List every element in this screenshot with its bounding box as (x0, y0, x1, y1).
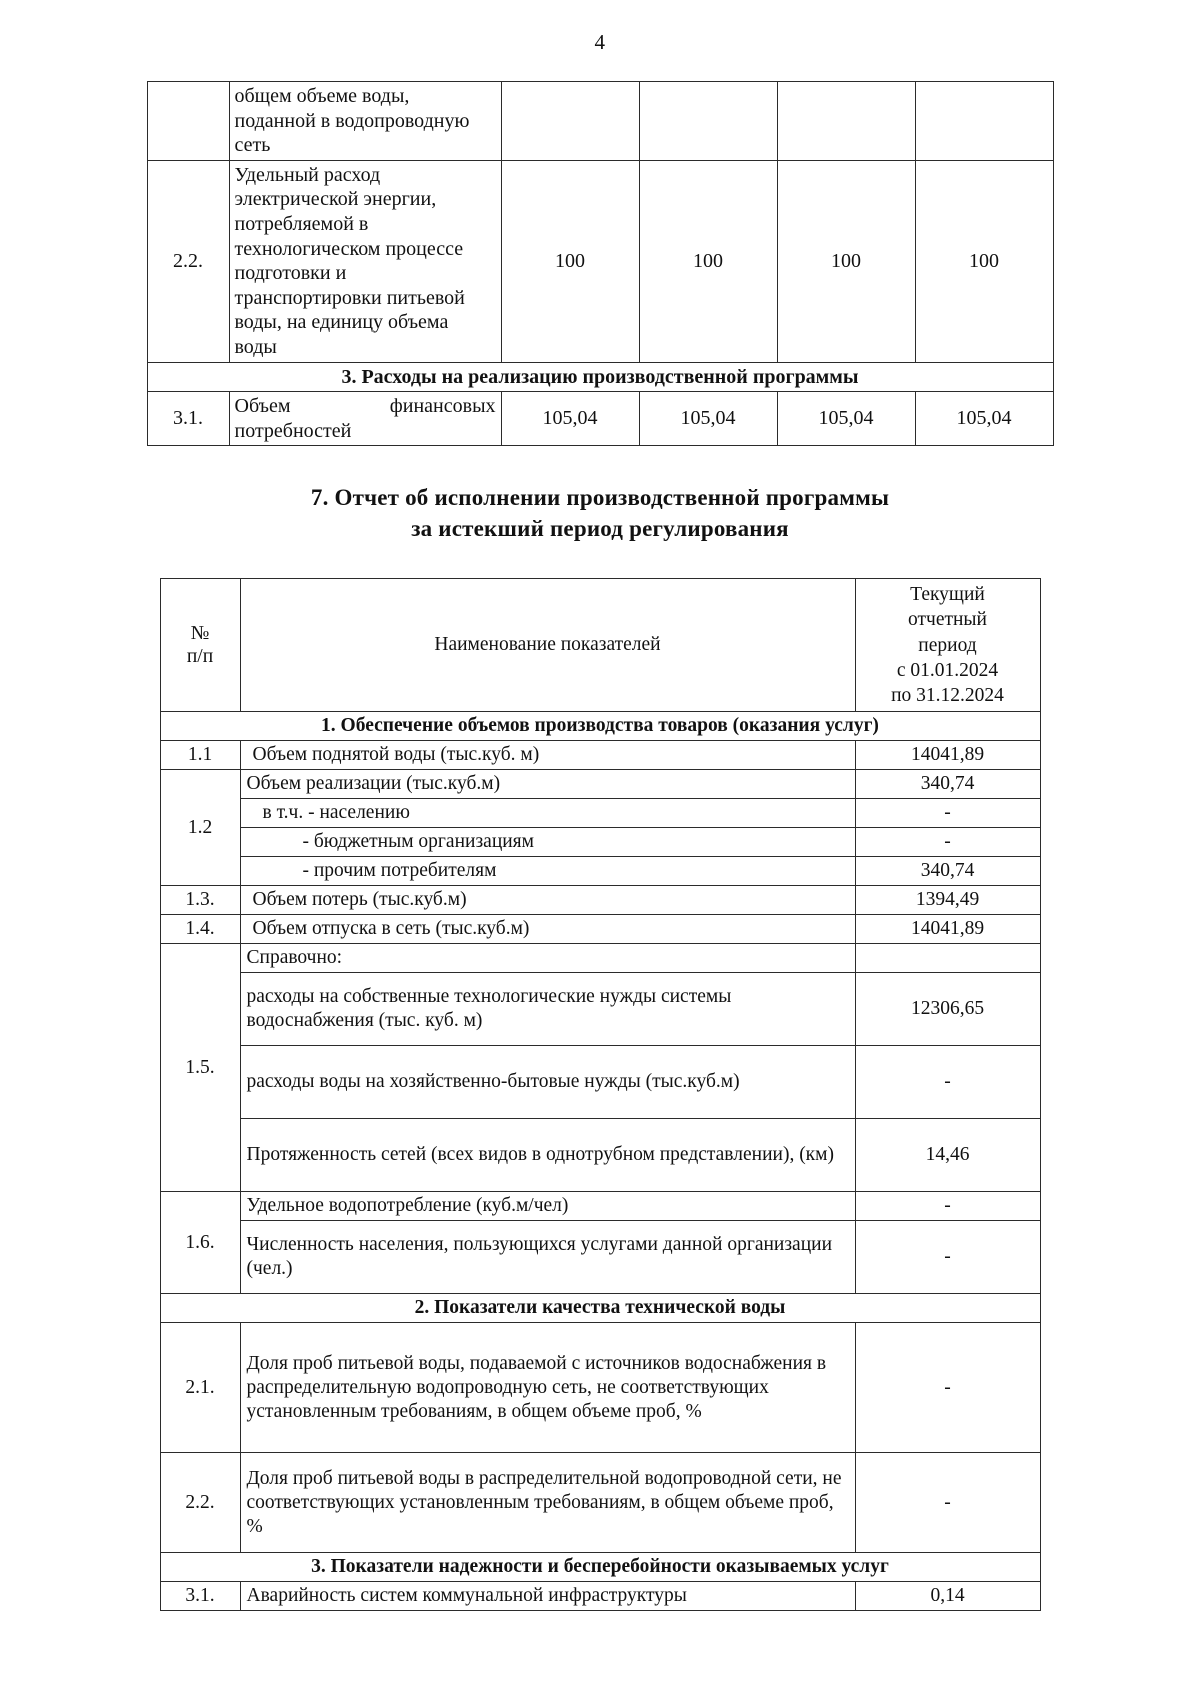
row-value: 105,04 (639, 392, 777, 446)
table-row (160, 973, 1040, 1046)
row-name: Численность населения, пользующихся услугами данной организации (чел.) (240, 1221, 855, 1294)
row-name: в т.ч. - населению (240, 799, 855, 828)
row-index: 1.6. (160, 1192, 240, 1294)
row-index: 1.4. (160, 915, 240, 944)
table-row (160, 1119, 1040, 1192)
period-line-5: по 31.12.2024 (891, 685, 1004, 707)
section-header-row (160, 1553, 1040, 1582)
section-header-row (160, 712, 1040, 741)
row-name: общем объеме воды, поданной в водопроводную сеть (229, 82, 501, 161)
row-value: 105,04 (777, 392, 915, 446)
row-name: Справочно: (240, 944, 855, 973)
row-name: Доля проб питьевой воды в распределительной водопроводной сети, не соответствующих установленным требованиям, в общем объеме проб, % (240, 1453, 855, 1553)
row-name: Объем отпуска в сеть (тыс.куб.м) (240, 915, 855, 944)
table-row (160, 1192, 1040, 1221)
table-row (160, 944, 1040, 973)
row-name: Удельное водопотребление (куб.м/чел) (240, 1192, 855, 1221)
row-name-line2: потребностей (234, 419, 352, 442)
row-value: 105,04 (501, 392, 639, 446)
table-row (147, 82, 1053, 161)
table-row (160, 1323, 1040, 1453)
row-name: - бюджетным организациям (240, 828, 855, 857)
section-title: 2. Показатели качества технической воды (160, 1294, 1040, 1323)
row-name-part2: финансовых (389, 395, 496, 418)
row-name: расходы воды на хозяйственно-бытовые нужды (тыс.куб.м) (240, 1046, 855, 1119)
section-title: 3. Расходы на реализацию производственной программы (147, 362, 1053, 392)
row-value: 14041,89 (855, 741, 1040, 770)
row-value (855, 944, 1040, 973)
heading-line-2: за истекший период регулирования (411, 516, 789, 542)
row-value: - (855, 1453, 1040, 1553)
row-name: Объем потерь (тыс.куб.м) (240, 886, 855, 915)
section-title: 1. Обеспечение объемов производства товаров (оказания услуг) (160, 712, 1040, 741)
period-line-1: Текущий (910, 584, 985, 606)
row-index: 1.1 (160, 741, 240, 770)
row-name-part1: Объем (234, 395, 291, 418)
row-index (147, 82, 229, 161)
row-name: Объем поднятой воды (тыс.куб. м) (240, 741, 855, 770)
row-value: 14,46 (855, 1119, 1040, 1192)
row-name: - прочим потребителям (240, 857, 855, 886)
row-value: - (855, 1323, 1040, 1453)
row-value: 340,74 (855, 770, 1040, 799)
period-line-2: отчетный (908, 609, 987, 631)
row-value (501, 82, 639, 161)
section-header-row (160, 1294, 1040, 1323)
table-row (147, 160, 1053, 362)
row-value: 14041,89 (855, 915, 1040, 944)
page-number: 4 (594, 30, 606, 54)
heading-line-1: 7. Отчет об исполнении производственной программы (310, 485, 890, 511)
row-value: 100 (915, 160, 1053, 362)
row-value (777, 82, 915, 161)
row-value: 0,14 (855, 1582, 1040, 1611)
report-execution-table (160, 578, 1041, 1611)
row-value: - (855, 1046, 1040, 1119)
row-name: Протяженность сетей (всех видов в однотрубном представлении), (км) (240, 1119, 855, 1192)
table-row (160, 770, 1040, 799)
row-index: 2.2. (147, 160, 229, 362)
row-value: 100 (639, 160, 777, 362)
column-header-period (855, 579, 1040, 712)
row-index: 2.2. (160, 1453, 240, 1553)
row-index: 3.1. (160, 1582, 240, 1611)
row-name: Объем реализации (тыс.куб.м) (240, 770, 855, 799)
section-header-row (147, 362, 1053, 392)
row-value: 100 (777, 160, 915, 362)
header-num-line2: п/п (186, 646, 214, 668)
section-7-heading (0, 482, 1200, 544)
row-value: 100 (501, 160, 639, 362)
row-value: - (855, 799, 1040, 828)
row-value: 12306,65 (855, 973, 1040, 1046)
row-name: расходы на собственные технологические нужды системы водоснабжения (тыс. куб. м) (240, 973, 855, 1046)
header-num-line1: № (190, 623, 210, 645)
section-title: 3. Показатели надежности и бесперебойности оказываемых услуг (160, 1553, 1040, 1582)
row-value (639, 82, 777, 161)
table-row (160, 799, 1040, 828)
row-value: 340,74 (855, 857, 1040, 886)
column-header-number (160, 579, 240, 712)
table-row (160, 741, 1040, 770)
table-row (160, 828, 1040, 857)
table-row (160, 1453, 1040, 1553)
table-row (160, 886, 1040, 915)
table-row (160, 1582, 1040, 1611)
period-line-4: с 01.01.2024 (896, 660, 999, 682)
period-line-3: период (918, 634, 977, 656)
table-header-row (160, 579, 1040, 712)
row-name: Аварийность систем коммунальной инфраструктуры (240, 1582, 855, 1611)
row-value: - (855, 1192, 1040, 1221)
row-value: - (855, 828, 1040, 857)
production-program-table-continued (147, 81, 1054, 446)
row-name (229, 392, 501, 446)
row-value (915, 82, 1053, 161)
row-index: 1.2 (160, 770, 240, 886)
row-value: - (855, 1221, 1040, 1294)
table-row (147, 392, 1053, 446)
row-index: 2.1. (160, 1323, 240, 1453)
column-header-indicator-name: Наименование показателей (240, 579, 855, 712)
row-index: 1.3. (160, 886, 240, 915)
row-name: Удельный расход электрической энергии, потребляемой в технологическом процессе подготовки и транспортировки питьевой воды, на единицу объема воды (229, 160, 501, 362)
table-row (160, 1046, 1040, 1119)
table-row (160, 1221, 1040, 1294)
row-name: Доля проб питьевой воды, подаваемой с источников водоснабжения в распределительную водопроводную сеть, не соответствующих установленным требованиям, в общем объеме проб, % (240, 1323, 855, 1453)
row-index: 1.5. (160, 944, 240, 1192)
row-index: 3.1. (147, 392, 229, 446)
table-row (160, 857, 1040, 886)
row-value: 105,04 (915, 392, 1053, 446)
table-row (160, 915, 1040, 944)
row-value: 1394,49 (855, 886, 1040, 915)
